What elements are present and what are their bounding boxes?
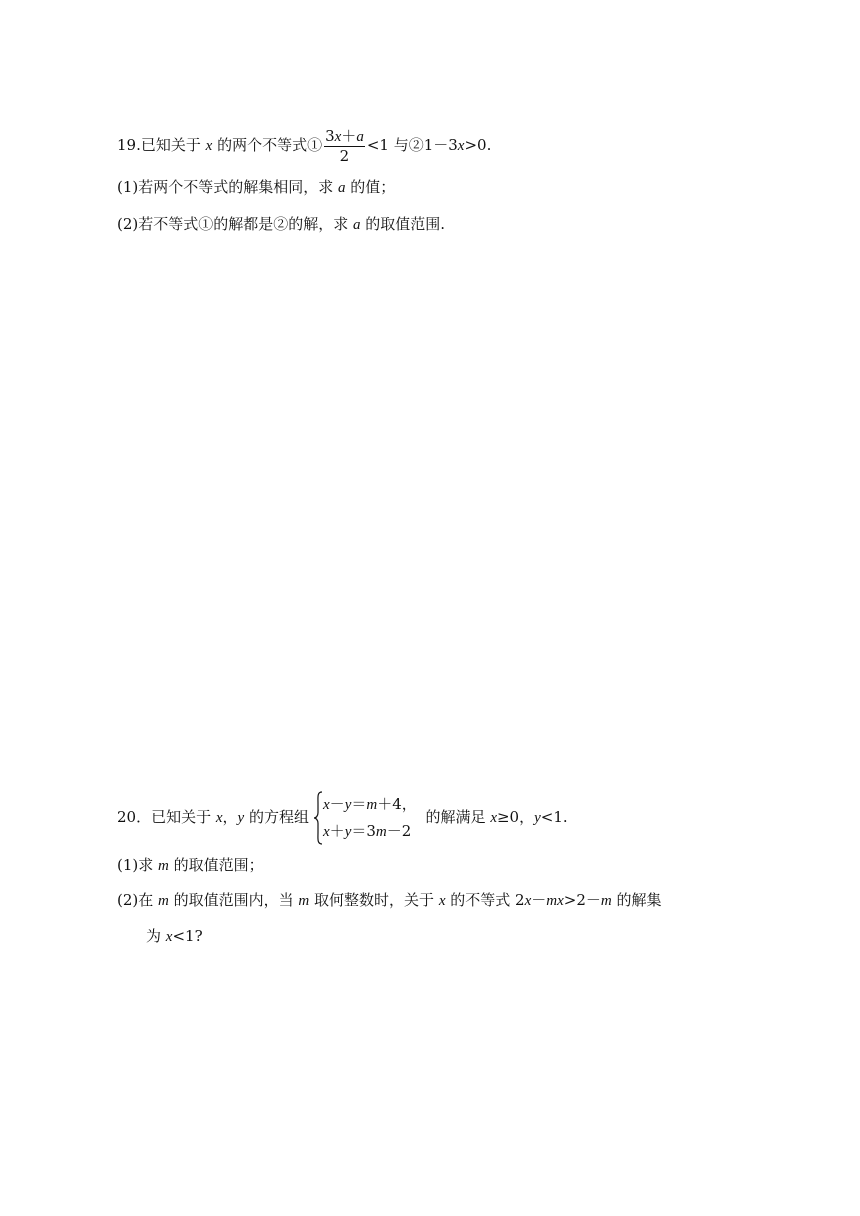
equation-2 (323, 818, 417, 845)
part-text: (2)在 (117, 891, 159, 909)
part-text: (1)若两个不等式的解集相同，求 (117, 178, 339, 196)
part-text: (2)若不等式①的解都是②的解，求 (117, 215, 354, 233)
equation-system (313, 791, 417, 845)
part-text: 的值； (345, 178, 396, 196)
equals-sign: ＝3 (351, 822, 376, 840)
q20-stem (117, 791, 568, 845)
part-text: 为 (146, 927, 166, 945)
coef: 3 (325, 127, 335, 145)
q19-text: 的两个不等式① (212, 136, 323, 154)
var-x: x (524, 893, 532, 909)
var-x: x (438, 893, 446, 909)
part-text: 的取值范围； (168, 856, 264, 874)
var-a: a (353, 217, 361, 233)
q20-part2 (117, 890, 662, 911)
var-y: y (237, 810, 245, 826)
q19-part2 (117, 214, 445, 235)
plus-sign: ＋ (341, 127, 357, 145)
condition-text: ≥0， (496, 808, 535, 826)
equation-1 (323, 791, 417, 818)
part-text: >2－ (563, 891, 601, 909)
q20-text: 的解满足 (420, 808, 491, 826)
var-x: x (205, 138, 213, 154)
q19-part1 (117, 177, 395, 198)
q20-text: 的方程组 (244, 808, 309, 826)
plus-sign: ＋ (329, 822, 345, 840)
q19-text: <1 与②1－3 (366, 136, 458, 154)
part-text: 取何整数时，关于 (309, 891, 439, 909)
var-x: x (457, 138, 465, 154)
var-m: m (600, 893, 612, 909)
var-y: y (534, 810, 541, 826)
var-m: m (158, 893, 169, 909)
minus-sign: － (531, 891, 547, 909)
var-m: m (158, 858, 169, 874)
condition-text: <1. (540, 808, 568, 826)
var-y: y (344, 797, 352, 813)
part-text: 的取值范围. (360, 215, 446, 233)
part-text: <1? (172, 927, 203, 945)
q20-intro: 20．已知关于 (117, 808, 216, 826)
var-x: x (215, 810, 223, 826)
fraction-numerator (324, 127, 365, 147)
part-text: 的解集 (611, 891, 662, 909)
var-a: a (338, 180, 346, 196)
fraction-denominator: 2 (339, 147, 350, 165)
q20-part1 (117, 855, 264, 876)
q19-text: >0. (464, 136, 492, 154)
var-a: a (356, 129, 364, 145)
eq-rest: ＋4， (377, 795, 417, 813)
minus-sign: － (329, 795, 345, 813)
var-m: m (366, 797, 378, 813)
var-m: m (298, 893, 310, 909)
left-brace-icon (313, 791, 323, 845)
q19-intro: 19.已知关于 (117, 136, 206, 154)
equals-sign: ＝ (351, 795, 367, 813)
var-x: x (490, 810, 497, 826)
var-m: m (375, 824, 387, 840)
eq-rest: －2 (386, 822, 412, 840)
var-x: x (334, 129, 342, 145)
var-x: x (323, 824, 330, 840)
q19-stem (117, 127, 491, 165)
var-mx: mx (546, 893, 564, 909)
part-text: 的取值范围内，当 (168, 891, 299, 909)
part-text: (1)求 (117, 856, 159, 874)
part-text: 的不等式 2 (445, 891, 525, 909)
var-x: x (323, 797, 330, 813)
var-x: x (165, 929, 173, 945)
comma: ， (222, 808, 238, 826)
q20-part2-continued (146, 926, 203, 947)
fraction (324, 127, 365, 165)
var-y: y (344, 824, 352, 840)
